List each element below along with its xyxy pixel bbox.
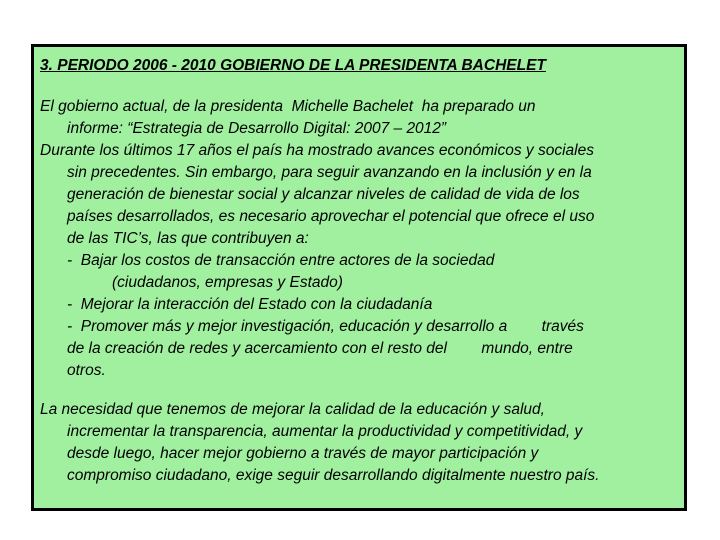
content-panel xyxy=(31,44,687,511)
paragraph-line: Durante los últimos 17 años el país ha mostrado avances económicos y sociales xyxy=(40,142,594,159)
paragraph-intro xyxy=(40,96,685,140)
paragraph-line: La necesidad que tenemos de mejorar la calidad de la educación y salud, xyxy=(40,401,545,418)
paragraph-line: de las TIC’s, las que contribuyen a: xyxy=(67,230,309,247)
paragraph-line: desde luego, hacer mejor gobierno a través de mayor participación y xyxy=(67,445,539,462)
paragraph-line: compromiso ciudadano, exige seguir desarrollando digitalmente nuestro país. xyxy=(67,467,600,484)
section-title: 3. PERIODO 2006 - 2010 GOBIERNO DE LA PRESIDENTA BACHELET xyxy=(40,57,546,74)
bullet-item: - Promover más y mejor investigación, educación y desarrollo a través xyxy=(67,318,584,335)
paragraph-line: informe: “Estrategia de Desarrollo Digital: 2007 – 2012” xyxy=(67,120,447,137)
paragraph-line: sin precedentes. Sin embargo, para seguir avanzando en la inclusión y en la xyxy=(67,164,592,181)
bullet-item: - Bajar los costos de transacción entre actores de la sociedad xyxy=(67,252,495,269)
paragraph-line: incrementar la transparencia, aumentar la productividad y competitividad, y xyxy=(67,423,583,440)
paragraph-line: de la creación de redes y acercamiento con el resto del mundo, entre xyxy=(67,340,573,357)
paragraph-line: generación de bienestar social y alcanzar niveles de calidad de vida de los xyxy=(67,186,580,203)
bullet-item-continuation: (ciudadanos, empresas y Estado) xyxy=(112,274,343,291)
paragraph-context xyxy=(40,140,685,382)
paragraph-line: otros. xyxy=(67,362,106,379)
paragraph-conclusion xyxy=(40,399,685,487)
paragraph-line: países desarrollados, es necesario aprovechar el potencial que ofrece el uso xyxy=(67,208,595,225)
paragraph-line: El gobierno actual, de la presidenta Michelle Bachelet ha preparado un xyxy=(40,98,536,115)
bullet-item: - Mejorar la interacción del Estado con la ciudadanía xyxy=(67,296,433,313)
